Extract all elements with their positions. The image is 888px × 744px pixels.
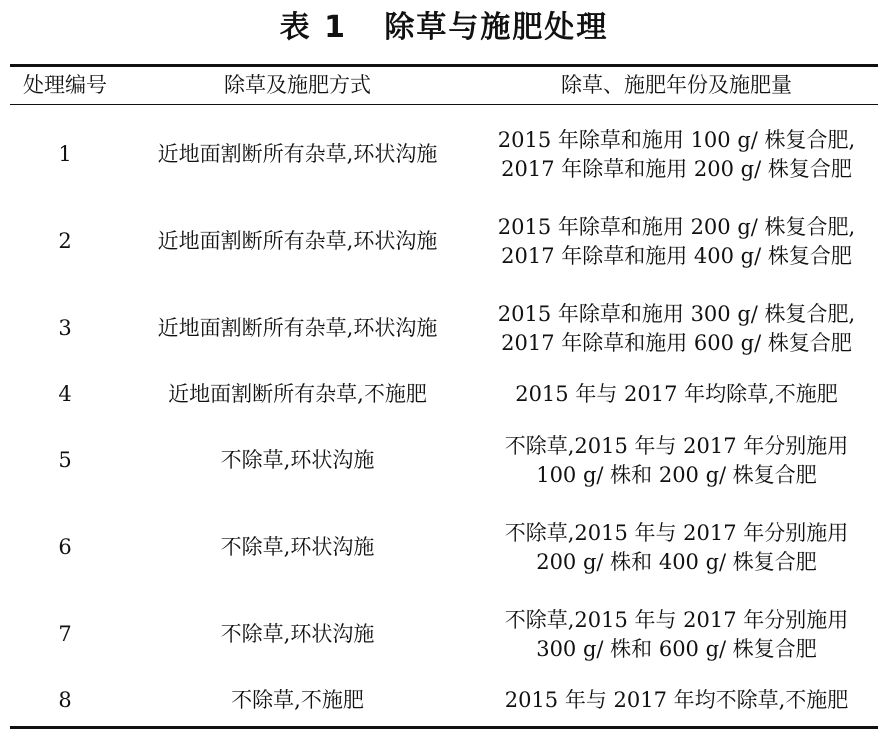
table-row bbox=[10, 372, 878, 417]
treatment-detail bbox=[475, 432, 878, 490]
treatment-number: 6 bbox=[58, 535, 72, 559]
treatment-number: 3 bbox=[58, 316, 72, 340]
detail-line: 2015 年与 2017 年均不除草,不施肥 bbox=[504, 688, 849, 712]
treatment-detail bbox=[475, 300, 878, 358]
detail-line: 2017 年除草和施用 400 g/ 株复合肥 bbox=[501, 243, 852, 268]
detail-line: 2015 年与 2017 年均除草,不施肥 bbox=[515, 382, 838, 406]
detail-line: 不除草,2015 年与 2017 年分别施用 bbox=[504, 433, 849, 458]
treatment-detail bbox=[475, 519, 878, 577]
table-row bbox=[10, 591, 878, 678]
header-year-and-amount: 除草、施肥年份及施肥量 bbox=[561, 73, 792, 97]
detail-line: 2017 年除草和施用 600 g/ 株复合肥 bbox=[501, 330, 852, 355]
treatment-number: 4 bbox=[58, 382, 72, 406]
treatment-number: 2 bbox=[58, 229, 72, 253]
treatment-detail bbox=[475, 126, 878, 184]
treatment-method: 不除草,环状沟施 bbox=[220, 448, 375, 472]
header-rule bbox=[10, 104, 878, 105]
table-row bbox=[10, 417, 878, 504]
treatment-detail bbox=[475, 686, 878, 715]
bottom-rule bbox=[10, 726, 878, 729]
treatment-method: 近地面割断所有杂草,环状沟施 bbox=[157, 316, 438, 340]
table-caption: 表 1 除草与施肥处理 bbox=[279, 10, 609, 45]
treatment-detail bbox=[475, 213, 878, 271]
treatment-method: 近地面割断所有杂草,环状沟施 bbox=[157, 229, 438, 253]
treatment-number: 7 bbox=[58, 622, 72, 646]
treatment-detail bbox=[475, 606, 878, 664]
detail-line: 300 g/ 株和 600 g/ 株复合肥 bbox=[536, 636, 817, 661]
table-row bbox=[10, 678, 878, 723]
table-row bbox=[10, 285, 878, 372]
detail-line: 200 g/ 株和 400 g/ 株复合肥 bbox=[536, 549, 817, 574]
treatment-method: 近地面割断所有杂草,环状沟施 bbox=[157, 142, 438, 166]
detail-line: 2015 年除草和施用 100 g/ 株复合肥, bbox=[497, 127, 856, 152]
detail-line: 2015 年除草和施用 200 g/ 株复合肥, bbox=[497, 214, 856, 239]
treatment-method: 不除草,不施肥 bbox=[231, 688, 364, 712]
table-header-row bbox=[10, 67, 878, 104]
treatment-method: 不除草,环状沟施 bbox=[220, 535, 375, 559]
treatment-number: 8 bbox=[58, 688, 72, 712]
treatment-detail bbox=[475, 380, 878, 409]
treatment-method: 不除草,环状沟施 bbox=[220, 622, 375, 646]
table-row bbox=[10, 198, 878, 285]
treatment-number: 1 bbox=[58, 142, 72, 166]
treatment-number: 5 bbox=[58, 448, 72, 472]
treatment-method: 近地面割断所有杂草,不施肥 bbox=[168, 382, 427, 406]
detail-line: 100 g/ 株和 200 g/ 株复合肥 bbox=[536, 462, 817, 487]
detail-line: 不除草,2015 年与 2017 年分别施用 bbox=[504, 607, 849, 632]
detail-line: 2015 年除草和施用 300 g/ 株复合肥, bbox=[497, 301, 856, 326]
header-method: 除草及施肥方式 bbox=[224, 73, 371, 97]
table-row bbox=[10, 111, 878, 198]
table-row bbox=[10, 504, 878, 591]
header-treatment-number: 处理编号 bbox=[23, 73, 107, 97]
detail-line: 不除草,2015 年与 2017 年分别施用 bbox=[504, 520, 849, 545]
detail-line: 2017 年除草和施用 200 g/ 株复合肥 bbox=[501, 156, 852, 181]
